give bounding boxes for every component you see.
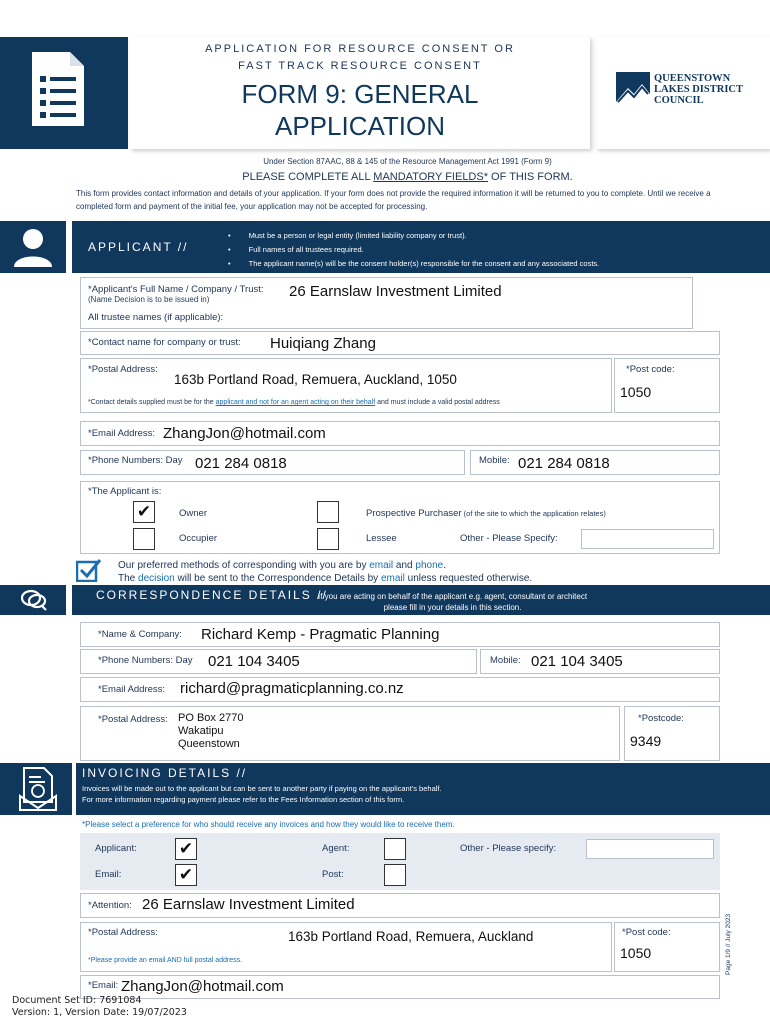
- invoice-agent-checkbox[interactable]: [384, 838, 406, 860]
- agent-postal-label: *Postal Address:: [98, 714, 168, 725]
- page-reference: Page 1/9 // July 2023: [725, 913, 732, 975]
- invoicing-header: [76, 763, 770, 815]
- applicant-requirements: [228, 231, 599, 273]
- other-specify-label: Other - Please Specify:: [460, 533, 558, 544]
- invoice-applicant-label: Applicant:: [95, 843, 137, 854]
- agent-postal-value: PO Box 2770 Wakatipu Queenstown: [178, 712, 244, 750]
- applicant-name-note: (Name Decision is to be issued in): [88, 295, 210, 304]
- applicant-name-label: *Applicant's Full Name / Company / Trust:: [88, 284, 264, 295]
- invoice-postcode-label: *Post code:: [622, 927, 671, 938]
- agent-phone-value: 021 104 3405: [208, 653, 300, 670]
- version-info: Version: 1, Version Date: 19/07/2023: [12, 1007, 187, 1018]
- document-icon: [28, 50, 88, 128]
- invoice-agent-label: Agent:: [322, 843, 350, 854]
- postal-address-value: 163b Portland Road, Remuera, Auckland, 1050: [174, 372, 457, 387]
- council-logo: [616, 72, 650, 111]
- invoice-postal-value: 163b Portland Road, Remuera, Auckland: [288, 929, 534, 944]
- intro-description: This form provides contact information and details of your application. If your form does not provide the required information it will be returned to you to complete. Until we receive a completed form and payment of the initial fee, your application may not be accepted for processing.: [76, 189, 711, 211]
- lessee-checkbox[interactable]: [317, 528, 339, 550]
- correspondence-heading: CORRESPONDENCE DETAILS //: [96, 588, 328, 602]
- person-icon: [10, 226, 56, 273]
- postcode-value: 1050: [620, 384, 652, 400]
- invoicing-heading: INVOICING DETAILS //: [82, 766, 248, 780]
- agent-email-value: richard@pragmaticplanning.co.nz: [180, 680, 404, 697]
- invoice-postal-note: *Please provide an email AND full postal address.: [88, 957, 243, 964]
- attention-label: *Attention:: [88, 900, 132, 911]
- agent-postcode-value: 9349: [630, 733, 662, 749]
- trustee-label: All trustee names (if applicable):: [88, 312, 224, 323]
- prospective-purchaser-checkbox[interactable]: [317, 501, 339, 523]
- agent-mobile-value: 021 104 3405: [531, 653, 623, 670]
- applicant-header: [72, 221, 770, 273]
- invoice-other-input[interactable]: [586, 839, 714, 859]
- correspondence-header: [72, 585, 770, 615]
- postal-address-label: *Postal Address:: [88, 364, 158, 375]
- contact-name-value: Huiqiang Zhang: [270, 335, 376, 352]
- prospective-purchaser-label: Prospective Purchaser (of the site to which the application relates): [366, 508, 606, 519]
- applicant-name-value: 26 Earnslaw Investment Limited: [289, 283, 502, 300]
- form-subtitle: APPLICATION FOR RESOURCE CONSENT OR FAST TRACK RESOURCE CONSENT: [205, 43, 515, 72]
- checked-box-icon: [76, 558, 102, 587]
- invoice-email-checkbox[interactable]: ✔: [175, 864, 197, 886]
- agent-phone-label: *Phone Numbers: Day: [98, 655, 193, 666]
- invoice-post-checkbox[interactable]: [384, 864, 406, 886]
- other-specify-input[interactable]: [581, 529, 714, 549]
- postcode-label: *Post code:: [626, 364, 675, 375]
- invoicing-note: Invoices will be made out to the applicant but can be sent to another party if paying on the applicant's behalf. For more information regarding payment please refer to the Fees Information section of this form.: [82, 784, 442, 804]
- agent-name-value: Richard Kemp - Pragmatic Planning: [201, 626, 440, 643]
- invoice-postcode-value: 1050: [620, 945, 652, 961]
- attention-value: 26 Earnslaw Investment Limited: [142, 896, 355, 913]
- section-reference: Under Section 87AAC, 88 & 145 of the Resource Management Act 1991 (Form 9): [263, 157, 552, 166]
- correspondence-note: If you are acting on behalf of the applicant e.g. agent, consultant or architect please fill in your details in this section.: [318, 592, 588, 612]
- chat-icon: [20, 588, 48, 617]
- invoice-icon: [18, 766, 58, 817]
- email-label: *Email Address:: [88, 428, 156, 439]
- council-name: QUEENSTOWN LAKES DISTRICT COUNCIL: [654, 73, 743, 106]
- mountain-logo-icon: [616, 72, 650, 106]
- invoice-applicant-checkbox[interactable]: ✔: [175, 838, 197, 860]
- requirement-item: • Must be a person or legal entity (limited liability company or trust).: [228, 231, 599, 240]
- invoice-email-value: ZhangJon@hotmail.com: [121, 978, 284, 995]
- owner-label: Owner: [179, 508, 207, 519]
- invoice-other-label: Other - Please specify:: [460, 843, 557, 854]
- invoice-preference-note: *Please select a preference for who should receive any invoices and how they would like to receive them.: [82, 820, 455, 829]
- phone-day-value: 021 284 0818: [195, 455, 287, 472]
- applicant-heading: APPLICANT //: [88, 240, 189, 254]
- invoice-email-label: Email:: [95, 869, 122, 880]
- email-value: ZhangJon@hotmail.com: [163, 425, 326, 442]
- agent-mobile-label: Mobile:: [490, 655, 521, 666]
- invoice-email-field-label: *Email:: [88, 980, 119, 991]
- owner-checkbox[interactable]: ✔: [133, 501, 155, 523]
- occupier-label: Occupier: [179, 533, 218, 544]
- agent-name-label: *Name & Company:: [98, 629, 182, 640]
- mandatory-fields-link[interactable]: MANDATORY FIELDS*: [373, 171, 488, 183]
- mandatory-notice: PLEASE COMPLETE ALL MANDATORY FIELDS* OF THIS FORM.: [242, 171, 573, 183]
- mobile-label: Mobile:: [479, 455, 510, 466]
- contact-name-label: *Contact name for company or trust:: [88, 337, 241, 348]
- applicant-not-agent-link[interactable]: applicant and not for an agent acting on their behalf: [215, 399, 376, 406]
- invoice-post-label: Post:: [322, 869, 344, 880]
- lessee-label: Lessee: [366, 533, 397, 544]
- phone-day-label: *Phone Numbers: Day: [88, 455, 183, 466]
- requirement-item: • Full names of all trustees required.: [228, 245, 599, 254]
- invoice-postal-label: *Postal Address:: [88, 927, 158, 938]
- postal-note: *Contact details supplied must be for the applicant and not for an agent acting on their behalf and must include a valid postal address: [88, 399, 500, 406]
- agent-email-label: *Email Address:: [98, 684, 166, 695]
- mobile-value: 021 284 0818: [518, 455, 610, 472]
- preferred-methods: Our preferred methods of corresponding with you are by email and phone. The decision will be sent to the Correspondence Details by email unless requested otherwise.: [118, 560, 533, 584]
- occupier-checkbox[interactable]: [133, 528, 155, 550]
- agent-postcode-label: *Postcode:: [638, 713, 684, 724]
- document-set-id: Document Set ID: 7691084: [12, 995, 142, 1006]
- form-title: FORM 9: GENERAL APPLICATION: [241, 79, 479, 141]
- applicant-type-label: *The Applicant is:: [88, 486, 162, 497]
- requirement-item: • The applicant name(s) will be the consent holder(s) responsible for the consent and any associated costs.: [228, 259, 599, 268]
